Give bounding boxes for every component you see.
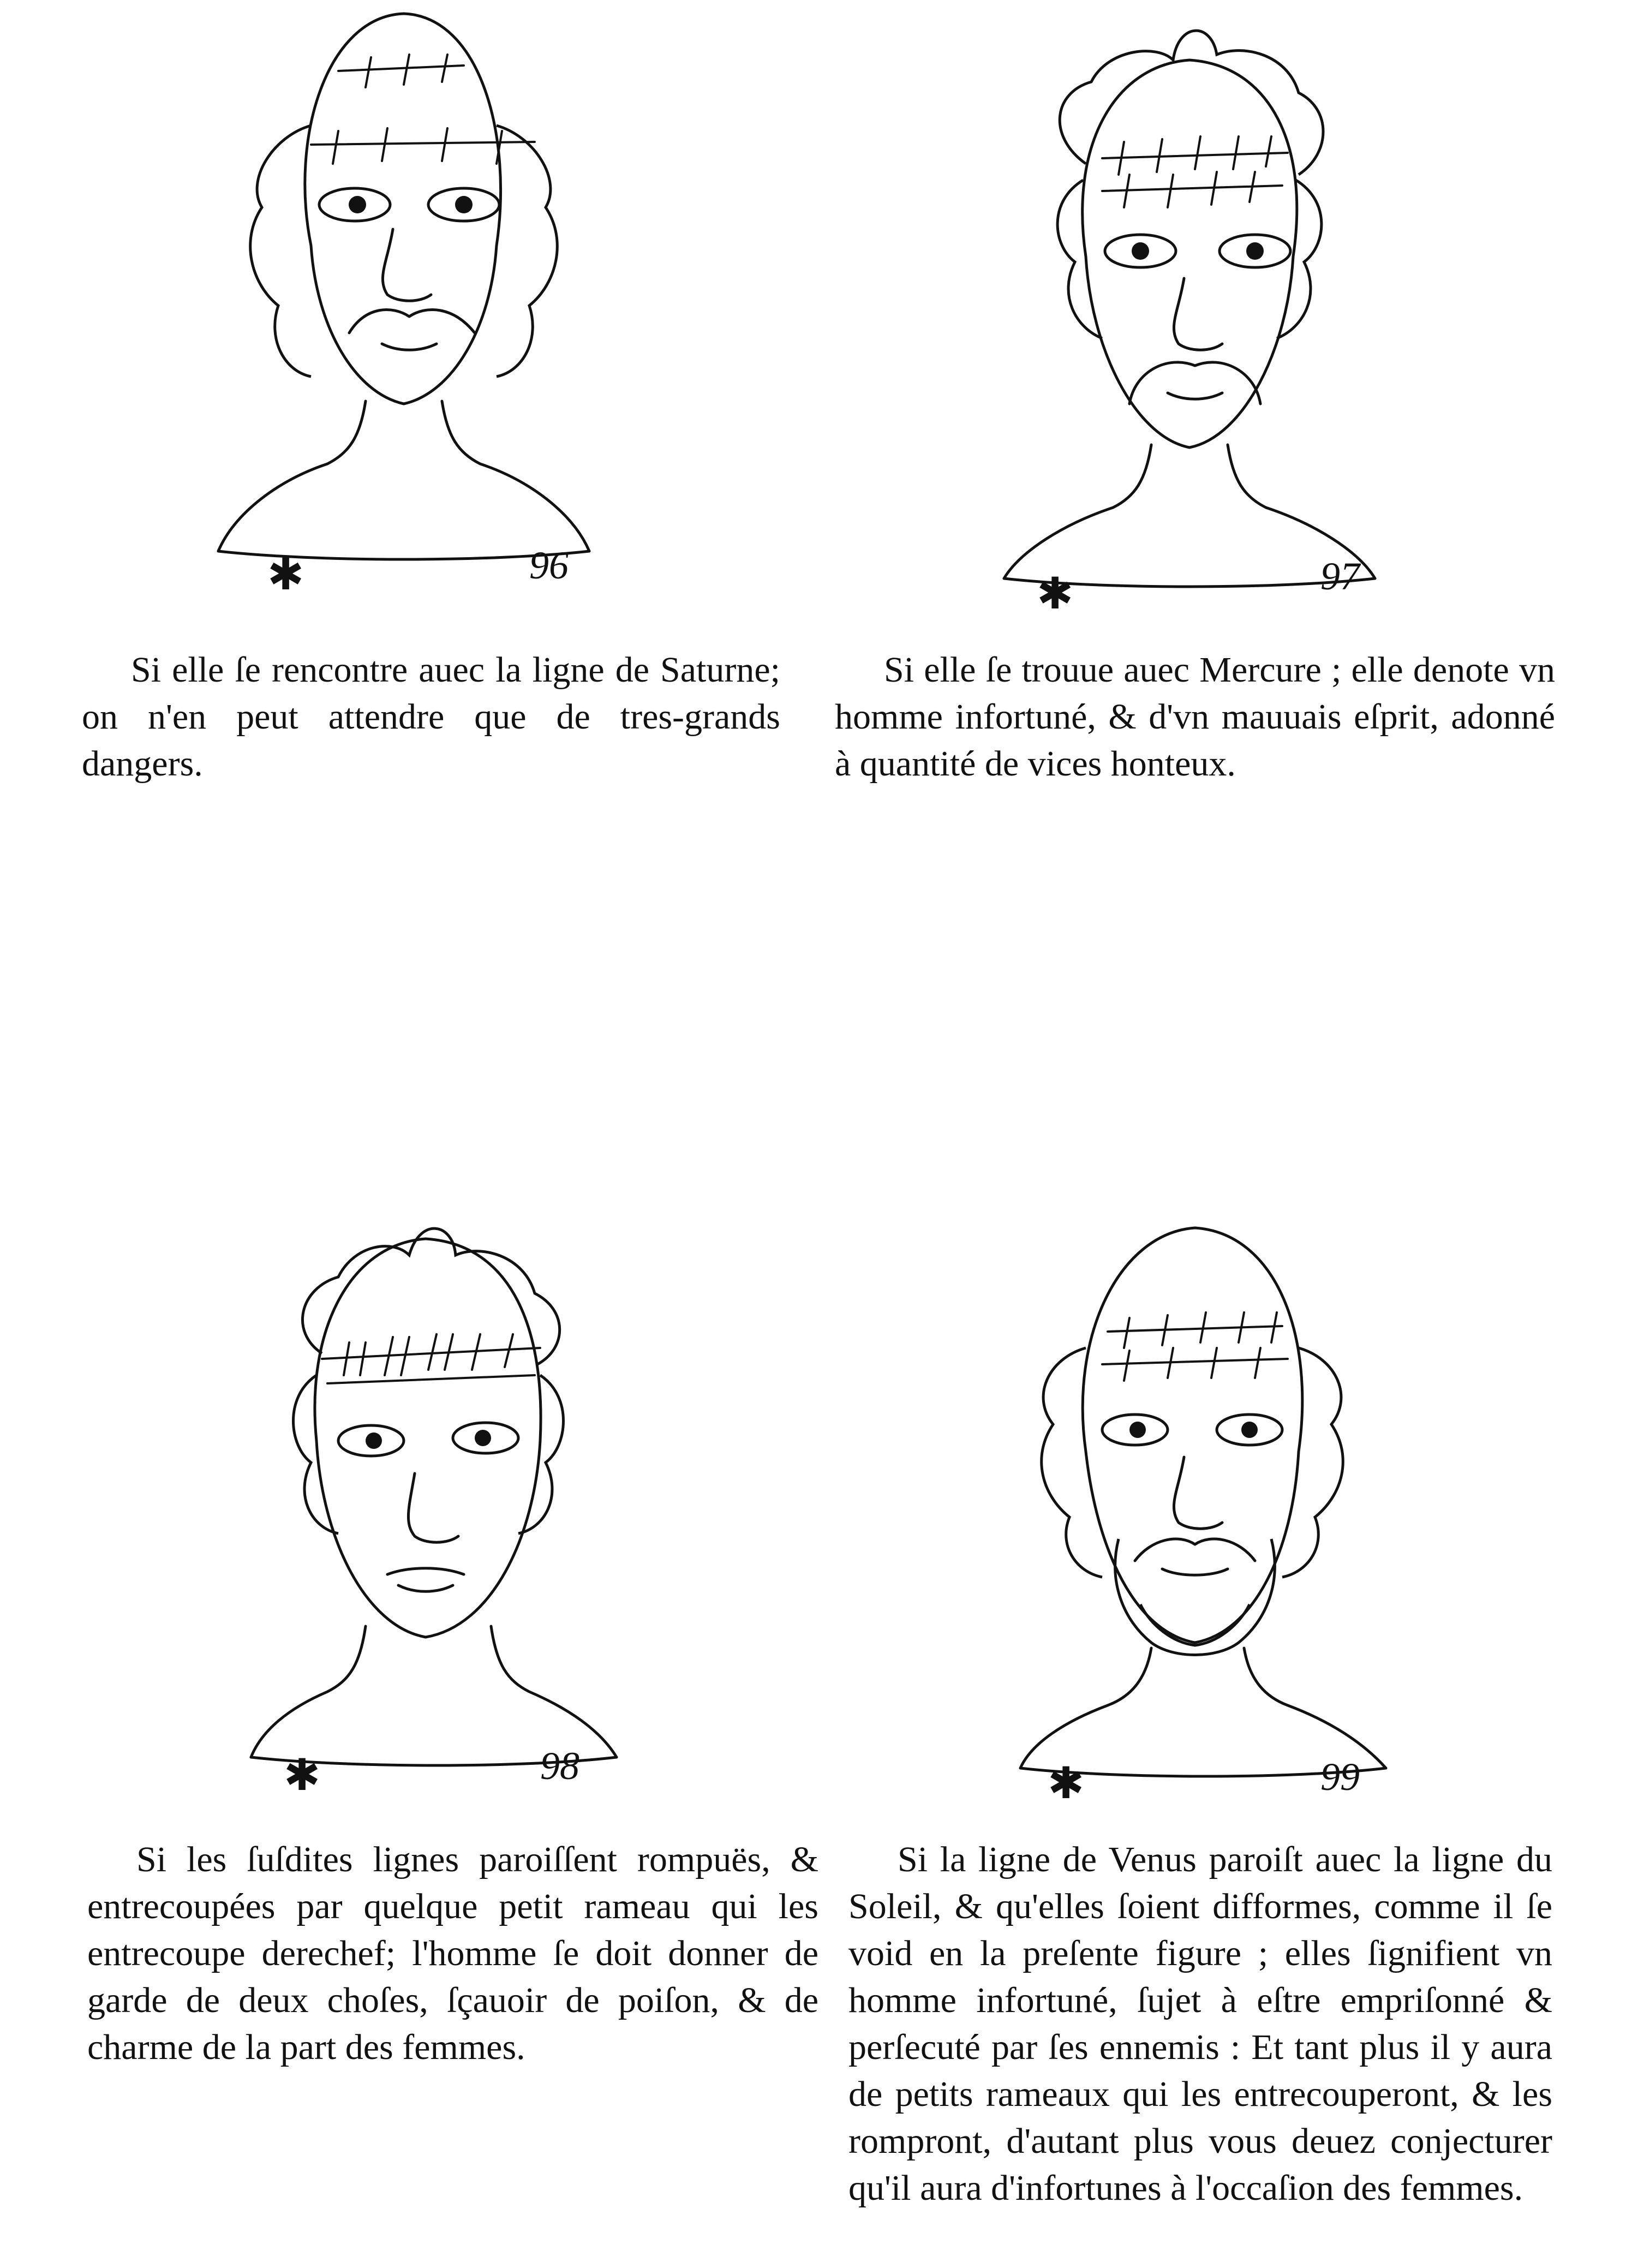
figure-99 [1009,1211,1402,1801]
figure-number: 97 [1320,554,1360,598]
face-illustration [1009,1211,1402,1801]
figure-97 [993,0,1386,611]
figure-number: 99 [1320,1755,1360,1799]
face-illustration [240,1211,633,1790]
caption-text: Si les ſuſdites lignes paroiſſent rompuës, & entrecoupées par quelque petit rameau qui les entrecoupe derechef; l'homme ſe doit donner de garde de deux choſes, ſçauoir de poiſon, & de charme de la part des femmes. [87,1840,818,2067]
figure-98 [240,1211,633,1790]
marker-star-icon: ✱ [267,549,304,589]
marker-star-icon: ✱ [1048,1758,1085,1801]
face-illustration [993,0,1386,611]
figure-number: 98 [540,1744,579,1788]
marker-star-icon: ✱ [284,1750,321,1790]
caption-text: Si la ligne de Venus paroiſt auec la ligne du Soleil, & qu'elles ſoient difformes, comme il ſe void en la preſente figure ; elles ſignifient vn homme infortuné, ſujet à eſtre empriſonné & perſecuté par ſes ennemis : Et tant plus il y aura de petits rameaux qui les entrecouperont, & les rompront, d'autant plus vous deuez conjecturer qu'il aura d'infortunes à l'occaſion des femmes. [848,1840,1552,2208]
face-illustration [207,0,600,589]
figure-number: 96 [529,544,569,587]
caption-96 [82,647,780,787]
figure-96 [207,0,600,589]
caption-98 [87,1836,818,2071]
marker-star-icon: ✱ [1037,568,1074,611]
caption-99 [848,1836,1552,2212]
caption-text: Si elle ſe trouue auec Mercure ; elle denote vn homme infortuné, & d'vn mauuais eſprit, adonné à quantité de vices honteux. [835,650,1555,784]
caption-text: Si elle ſe rencontre auec la ligne de Saturne; on n'en peut attendre que de tres-grands dangers. [82,650,780,784]
caption-97 [835,647,1555,787]
